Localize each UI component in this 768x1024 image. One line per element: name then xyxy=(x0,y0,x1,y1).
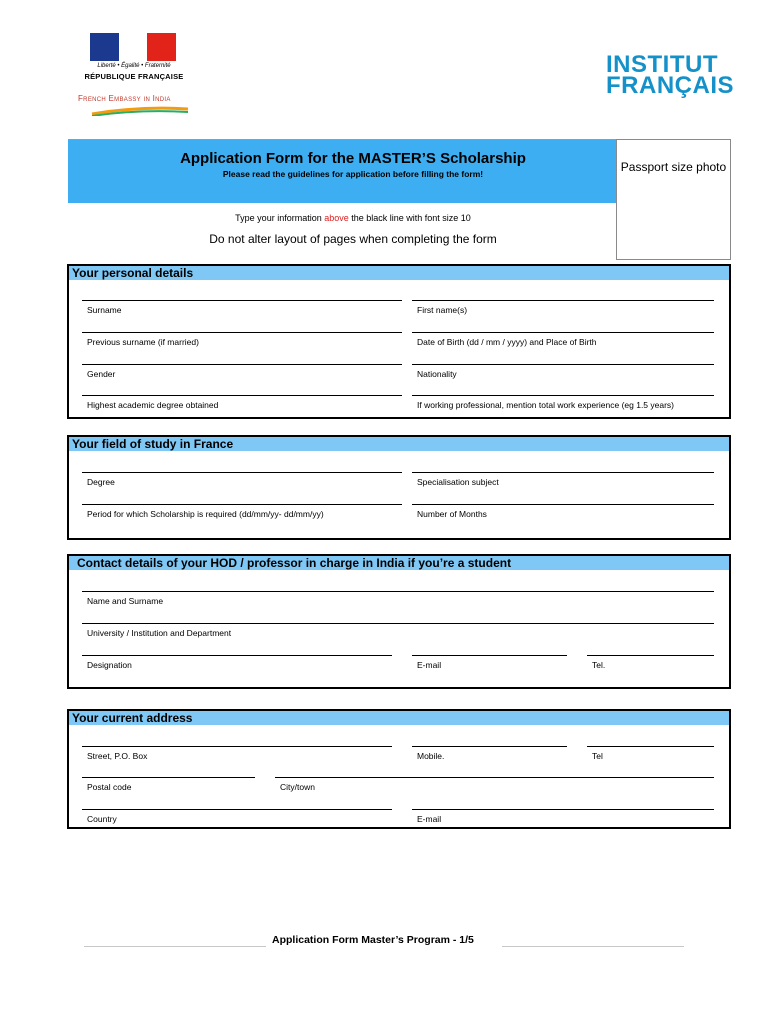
form-subtitle: Please read the guidelines for application before filling the form! xyxy=(222,169,484,179)
field-label: Previous surname (if married) xyxy=(87,337,199,347)
type-info-before: Type your information xyxy=(235,213,325,223)
tricolor-swoosh-icon xyxy=(90,106,190,116)
field-label: Designation xyxy=(87,660,132,670)
footer-divider-left xyxy=(84,946,266,947)
type-info-highlight: above xyxy=(324,213,349,223)
type-info-after: the black line with font size 10 xyxy=(348,213,471,223)
field-label: Gender xyxy=(87,369,116,379)
footer-page-label: Application Form Master’s Program - 1/5 xyxy=(272,934,474,946)
french-flag-icon xyxy=(90,33,176,61)
footer-divider-right xyxy=(502,946,684,947)
field-label: Name and Surname xyxy=(87,596,164,606)
field-label: University / Institution and Department xyxy=(87,628,232,638)
field-label: City/town xyxy=(280,782,315,792)
field-label: Nationality xyxy=(417,369,457,379)
rf-name: RÉPUBLIQUE FRANÇAISE xyxy=(84,72,184,81)
section-title: Your personal details xyxy=(72,266,194,280)
section-header xyxy=(69,556,729,570)
field-label: Mobile. xyxy=(417,751,445,761)
current-address-section xyxy=(67,709,731,829)
field-label: Period for which Scholarship is required (dd/mm/yy- dd/mm/yy) xyxy=(87,509,324,519)
type-info-instruction xyxy=(68,213,638,223)
section-title: Your field of study in France xyxy=(72,437,234,451)
republique-francaise-logo xyxy=(80,28,190,118)
field-label: Tel xyxy=(592,751,603,761)
field-label: Country xyxy=(87,814,117,824)
rf-motto: Liberté • Égalité • Fraternité xyxy=(97,63,171,69)
section-header xyxy=(69,266,729,280)
hod-contact-section xyxy=(67,554,731,689)
field-label: E-mail xyxy=(417,660,442,670)
section-header xyxy=(69,711,729,725)
institut-line1: INSTITUT xyxy=(606,51,718,78)
field-label: Date of Birth (dd / mm / yyyy) and Place of Birth xyxy=(417,337,597,347)
field-label: Number of Months xyxy=(417,509,487,519)
embassy-label: French Embassy in India xyxy=(78,94,171,103)
institut-francais-logo xyxy=(606,51,734,100)
field-label: Specialisation subject xyxy=(417,477,499,487)
section-title: Contact details of your HOD / professor in charge in India if you’re a student xyxy=(77,556,512,570)
field-label: Degree xyxy=(87,477,115,487)
field-label: If working professional, mention total work experience (eg 1.5 years) xyxy=(417,400,675,410)
field-label: Surname xyxy=(87,305,122,315)
institut-line2: FRANÇAIS xyxy=(606,72,734,99)
layout-warning: Do not alter layout of pages when completing the form xyxy=(209,232,497,246)
passport-photo-label: Passport size photo xyxy=(620,160,727,174)
personal-details-section xyxy=(67,264,731,419)
field-label: First name(s) xyxy=(417,305,468,315)
field-label: Postal code xyxy=(87,782,132,792)
section-header xyxy=(69,437,729,451)
field-label: E-mail xyxy=(417,814,442,824)
field-label: Highest academic degree obtained xyxy=(87,400,219,410)
field-of-study-section xyxy=(67,435,731,540)
field-label: Street, P.O. Box xyxy=(87,751,148,761)
field-label: Tel. xyxy=(592,660,606,670)
section-title: Your current address xyxy=(72,711,193,725)
form-title: Application Form for the MASTER’S Scholarship xyxy=(180,150,526,167)
